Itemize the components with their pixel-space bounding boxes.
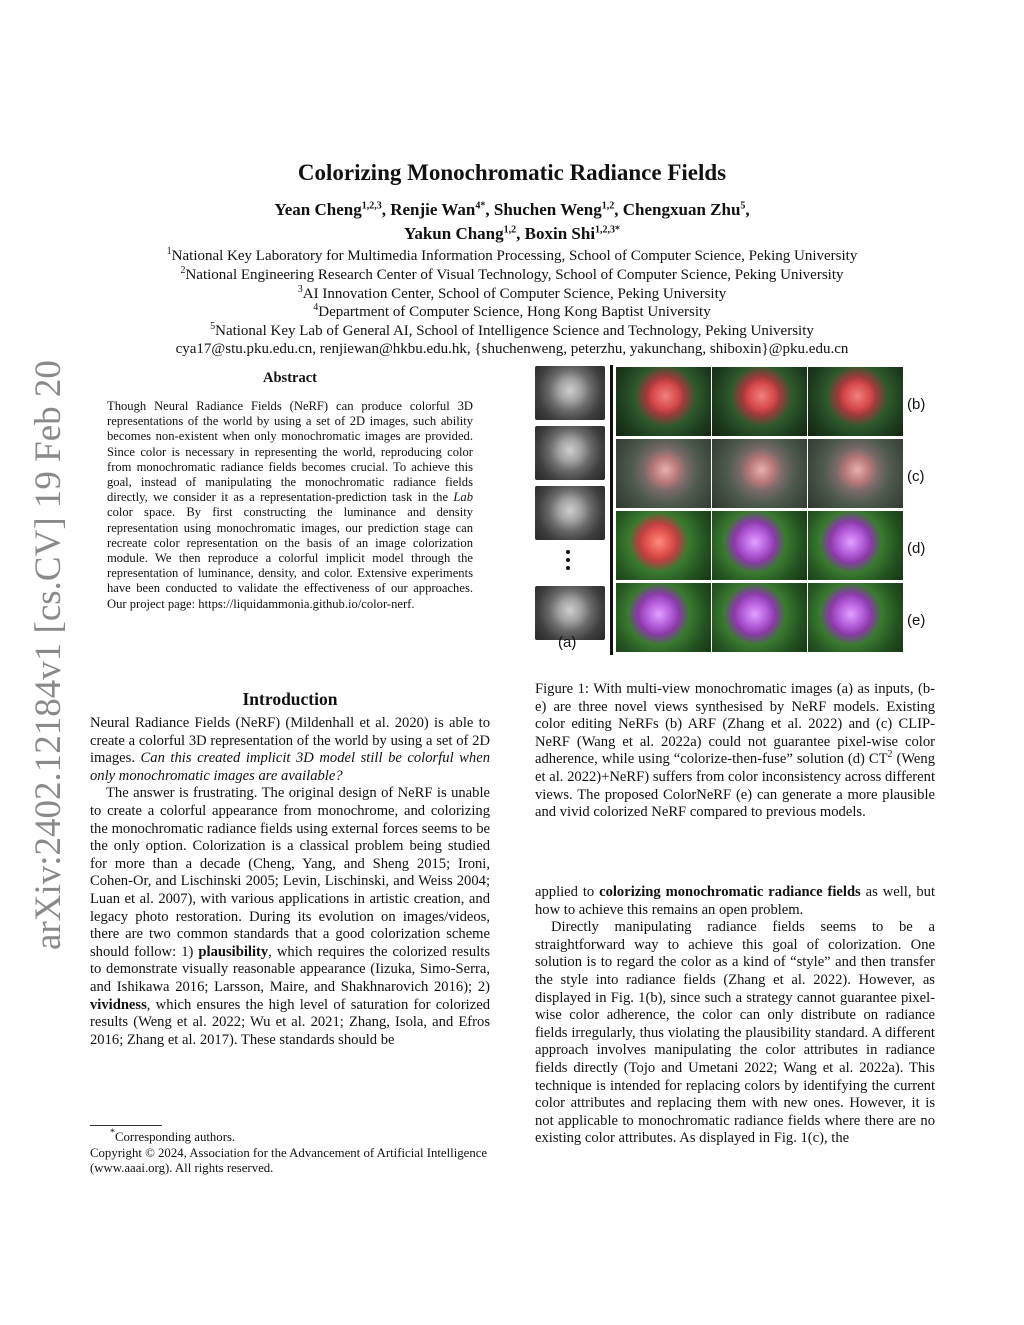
colornerf-view [808,583,903,652]
author-line-2 [0,224,1024,244]
figure-1-caption: Figure 1: With multi-view monochromatic images (a) as inputs, (b-e) are three novel views synthesised by NeRF models. Existing color editing NeRFs (b) ARF (Zhang et al. 2022) and (c) CLIP-NeRF (Wang et al. 2022a) could not guarantee pixel-wise color adherence, while using “colorize-then-fuse” solution (d) $CT^2$ (Weng et al. 2022)+NeRF) suffers from color inconsistency across different views. The proposed ColorNeRF (e) can generate a more plausible and vivid colorized NeRF compared to previous models. [535,681,935,821]
author: Renjie Wan$^{4*}$, [390,200,494,219]
paragraph: Neural Radiance Fields (NeRF) (Mildenhall et al. 2020) is able to create a colorful 3D representation of the world by using a set of 2D images. Can this created implicit 3D model still be colorful when only monochromatic images are available? [90,715,490,784]
affiliation: $^2$National Engineering Research Center of Visual Technology, School of Computer Science, Peking University [180,265,844,283]
label-b: (b) [907,396,926,413]
arf-view [712,367,807,436]
ct2-nerf-view [616,511,711,580]
ct2-nerf-view [712,511,807,580]
label-c: (c) [907,468,925,485]
label-e: (e) [907,612,926,629]
footnote-rule [90,1125,162,1126]
figure-divider [610,365,613,655]
author: Shuchen Weng$^{1,2}$, [493,200,623,219]
affiliation: $^3$AI Innovation Center, School of Computer Science, Peking University [297,284,727,302]
paragraph: applied to colorizing monochromatic radiance fields as well, but how to achieve this remains an open problem. [535,884,936,918]
ellipsis-dot [566,566,570,570]
introduction-heading: Introduction [242,689,338,709]
right-column-body [535,884,935,1148]
input-gray-image [535,586,605,640]
author: Yakun Chang$^{1,2}$, [403,224,525,243]
ellipsis-dot [566,558,570,562]
figure-1 [533,365,928,655]
clip-nerf-view [712,439,807,508]
author: Yean Cheng$^{1,2,3}$, [274,200,391,219]
paragraph: Directly manipulating radiance fields seems to be a straightforward way to achieve this goal of colorization. One solution is to regard the color as a kind of “style” and then transfer the style into radiance fields (Zhang et al. 2022). However, as displayed in Fig. 1(b), since such a strategy cannot guarantee pixel-wise color adherence, the color can only distribute on radiance fields irregularly, thus violating the plausibility standard. A different approach involves manipulating the color attributes in radiance fields directly (Tojo and Umetani 2022; Wang et al. 2022a). This technique is intended for replacing colors by identifying the current color attributes and replacing them with new ones. However, it is not applicable to monochromatic radiance fields where there are no existing color attributes. As displayed in Fig. 1(c), the [535,919,935,1147]
footnote [90,1127,490,1177]
introduction-body [90,715,490,1049]
abstract-heading: Abstract [263,370,317,386]
affiliation: $^5$National Key Lab of General AI, School of Intelligence Science and Technology, Peking University [210,321,814,339]
affiliation: $^1$National Key Laboratory for Multimedia Information Processing, School of Computer Science, Peking University [166,246,858,264]
arxiv-id-text: arXiv:2402.12184v1 [cs.CV] 19 Feb 2024 [28,360,69,950]
author: Boxin Shi$^{1,2,3*}$ [524,224,621,243]
arxiv-identifier-stamp [8,360,80,960]
author-emails: cya17@stu.pku.edu.cn, renjiewan@hkbu.edu.hk, {shuchenweng, peterzhu, yakunchang, shiboxin}@pku.edu.cn [175,341,849,357]
ct2-nerf-view [808,511,903,580]
colornerf-view [616,583,711,652]
author-line-1 [0,200,1024,220]
label-d: (d) [907,540,926,557]
copyright-note: Copyright © 2024, Association for the Advancement of Artificial Intelligence (www.aaai.org). All rights reserved. [90,1145,488,1175]
input-gray-image [535,426,605,480]
input-gray-image [535,366,605,420]
ellipsis-dot [566,550,570,554]
corresponding-note: *Corresponding authors. [110,1127,236,1144]
label-a: (a) [558,634,577,651]
affiliation: $^4$Department of Computer Science, Hong Kong Baptist University [313,302,711,320]
author: Chengxuan Zhu$^5$, [622,200,750,219]
input-gray-image [535,486,605,540]
arf-view [616,367,711,436]
colornerf-view [712,583,807,652]
clip-nerf-view [616,439,711,508]
clip-nerf-view [808,439,903,508]
abstract-body: Though Neural Radiance Fields (NeRF) can produce colorful 3D representations of the world by using a set of 2D images, such ability becomes non-existent when only monochromatic images are provided. Since color is necessary in representing the world, reproducing color from monochromatic radiance fields becomes crucial. To achieve this goal, instead of manipulating the monochromatic radiance fields directly, we consider it as a representation-prediction task in the Lab color space. By first constructing the luminance and density representation using monochromatic images, our prediction stage can recreate color representation on the basis of an image colorization module. We then reproduce a colorful implicit model through the representation of luminance, density, and color. Extensive experiments have been conducted to validate the effectiveness of our approaches. Our project page: https://liquidammonia.github.io/color-nerf. [107,399,473,611]
paper-title: Colorizing Monochromatic Radiance Fields [297,160,727,185]
paragraph: The answer is frustrating. The original design of NeRF is unable to create a colorful appearance from monochrome, and colorizing the monochromatic radiance fields using external forces seems to be the only option. Colorization is a classical problem being studied for more than a decade (Cheng, Yang, and Sheng 2015; Ironi, Cohen-Or, and Lischinski 2005; Levin, Lischinski, and Weiss 2004; Luan et al. 2007), with various applications in artistic creation, and legacy photo restoration. During its evolution on images/videos, there are two common standards that a good colorization scheme should follow: 1) plausibility, which requires the colorized results to demonstrate visually reasonable appearance (Iizuka, Simo-Serra, and Ishikawa 2016; Larsson, Maire, and Shakhnarovich 2016); 2) vividness, which ensures the high level of saturation for colorized results (Weng et al. 2022; Wu et al. 2021; Zhang, Isola, and Efros 2016; Zhang et al. 2017). These standards should be [90,785,490,1048]
arf-view [808,367,903,436]
